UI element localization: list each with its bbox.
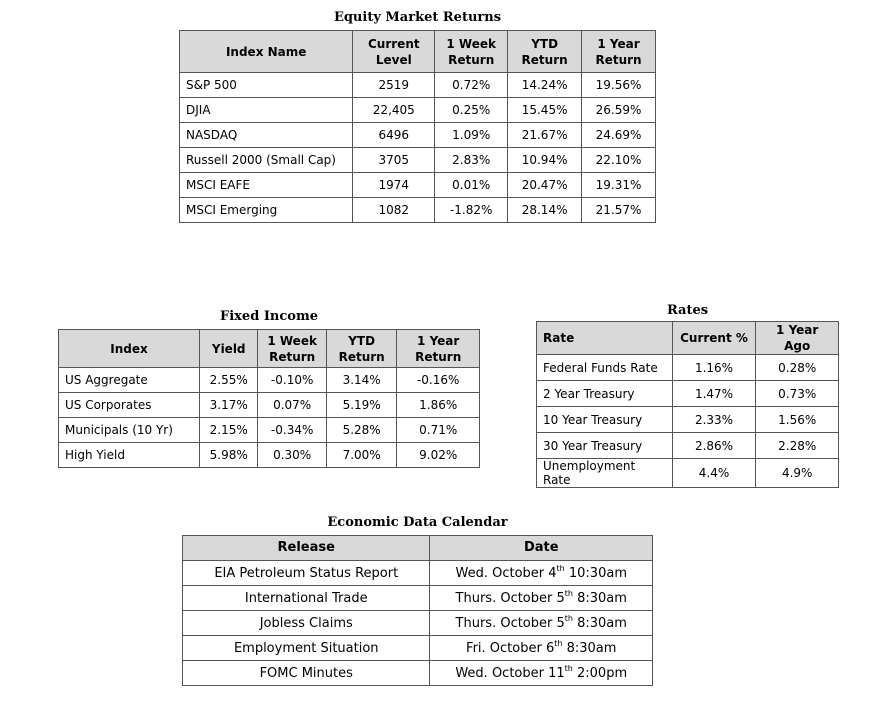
year-return: 9.02% [397,443,480,468]
current-rate: 2.86% [672,433,756,459]
index-name: MSCI EAFE [180,173,353,198]
week-return: 0.07% [258,393,326,418]
year-ago-rate: 0.73% [756,381,839,407]
fi-header-index: Index [59,330,200,368]
week-return: -0.10% [258,368,326,393]
current-level: 6496 [353,123,435,148]
current-level: 22,405 [353,98,435,123]
week-return: 2.83% [435,148,508,173]
fi-header-year: 1 Year Return [397,330,480,368]
index-name: NASDAQ [180,123,353,148]
calendar-header-date: Date [430,536,653,561]
release-date: Thurs. October 5th 8:30am [430,586,653,611]
ytd-return: 14.24% [508,73,582,98]
year-return: 19.31% [582,173,656,198]
rates-header-year-ago: 1 Year Ago [756,322,839,355]
ytd-return: 28.14% [508,198,582,223]
table-row [183,661,653,686]
current-rate: 1.47% [672,381,756,407]
release-name: Jobless Claims [183,611,430,636]
table-row [183,561,653,586]
index-name: US Corporates [59,393,200,418]
rates-header-rate: Rate [537,322,673,355]
equity-header-level: Current Level [353,31,435,73]
year-return: 26.59% [582,98,656,123]
current-level: 1082 [353,198,435,223]
release-name: International Trade [183,586,430,611]
year-return: 21.57% [582,198,656,223]
table-row [180,98,656,123]
equity-header-ytd: YTD Return [508,31,582,73]
index-name: US Aggregate [59,368,200,393]
table-row [183,636,653,661]
year-return: -0.16% [397,368,480,393]
current-level: 3705 [353,148,435,173]
yield: 3.17% [200,393,258,418]
table-row [59,368,480,393]
equity-body [180,73,656,223]
rate-name: Unemployment Rate [537,459,673,488]
rates-header-current: Current % [672,322,756,355]
current-rate: 4.4% [672,459,756,488]
week-return: 0.30% [258,443,326,468]
rates-title: Rates [666,303,709,318]
week-return: -0.34% [258,418,326,443]
release-date: Fri. October 6th 8:30am [430,636,653,661]
equity-header-index: Index Name [180,31,353,73]
table-row [180,198,656,223]
release-name: Employment Situation [183,636,430,661]
table-row [537,433,839,459]
table-row [537,355,839,381]
table-row [180,148,656,173]
week-return: 0.25% [435,98,508,123]
yield: 5.98% [200,443,258,468]
year-ago-rate: 1.56% [756,407,839,433]
rate-name: 2 Year Treasury [537,381,673,407]
rate-name: 30 Year Treasury [537,433,673,459]
yield: 2.55% [200,368,258,393]
current-level: 2519 [353,73,435,98]
week-return: 0.01% [435,173,508,198]
release-date: Wed. October 4th 10:30am [430,561,653,586]
index-name: S&P 500 [180,73,353,98]
year-ago-rate: 2.28% [756,433,839,459]
index-name: High Yield [59,443,200,468]
release-name: FOMC Minutes [183,661,430,686]
equity-header-year: 1 Year Return [582,31,656,73]
table-row [537,381,839,407]
ytd-return: 5.19% [326,393,397,418]
release-date: Thurs. October 5th 8:30am [430,611,653,636]
fi-header-ytd: YTD Return [326,330,397,368]
table-row [59,418,480,443]
year-return: 19.56% [582,73,656,98]
fixed-income-table [58,329,480,468]
equity-header-week: 1 Week Return [435,31,508,73]
ytd-return: 21.67% [508,123,582,148]
calendar-header-release: Release [183,536,430,561]
rate-name: 10 Year Treasury [537,407,673,433]
calendar-title: Economic Data Calendar [327,515,508,530]
week-return: 1.09% [435,123,508,148]
index-name: Russell 2000 (Small Cap) [180,148,353,173]
current-level: 1974 [353,173,435,198]
equity-title: Equity Market Returns [333,10,502,25]
table-row [180,123,656,148]
ytd-return: 7.00% [326,443,397,468]
yield: 2.15% [200,418,258,443]
table-row [59,443,480,468]
fi-header-yield: Yield [200,330,258,368]
week-return: -1.82% [435,198,508,223]
rates-table [536,321,839,488]
ytd-return: 15.45% [508,98,582,123]
ytd-return: 5.28% [326,418,397,443]
release-name: EIA Petroleum Status Report [183,561,430,586]
table-row [537,459,839,488]
equity-table [179,30,656,223]
current-rate: 1.16% [672,355,756,381]
table-row [180,73,656,98]
year-ago-rate: 4.9% [756,459,839,488]
ytd-return: 3.14% [326,368,397,393]
index-name: Municipals (10 Yr) [59,418,200,443]
index-name: DJIA [180,98,353,123]
year-return: 1.86% [397,393,480,418]
index-name: MSCI Emerging [180,198,353,223]
year-return: 22.10% [582,148,656,173]
fixed-income-title: Fixed Income [220,309,318,324]
year-return: 24.69% [582,123,656,148]
ytd-return: 20.47% [508,173,582,198]
year-return: 0.71% [397,418,480,443]
year-ago-rate: 0.28% [756,355,839,381]
table-row [537,407,839,433]
table-row [59,393,480,418]
week-return: 0.72% [435,73,508,98]
release-date: Wed. October 11th 2:00pm [430,661,653,686]
table-row [180,173,656,198]
ytd-return: 10.94% [508,148,582,173]
calendar-table [182,535,653,686]
fi-header-week: 1 Week Return [258,330,326,368]
rate-name: Federal Funds Rate [537,355,673,381]
table-row [183,611,653,636]
current-rate: 2.33% [672,407,756,433]
table-row [183,586,653,611]
